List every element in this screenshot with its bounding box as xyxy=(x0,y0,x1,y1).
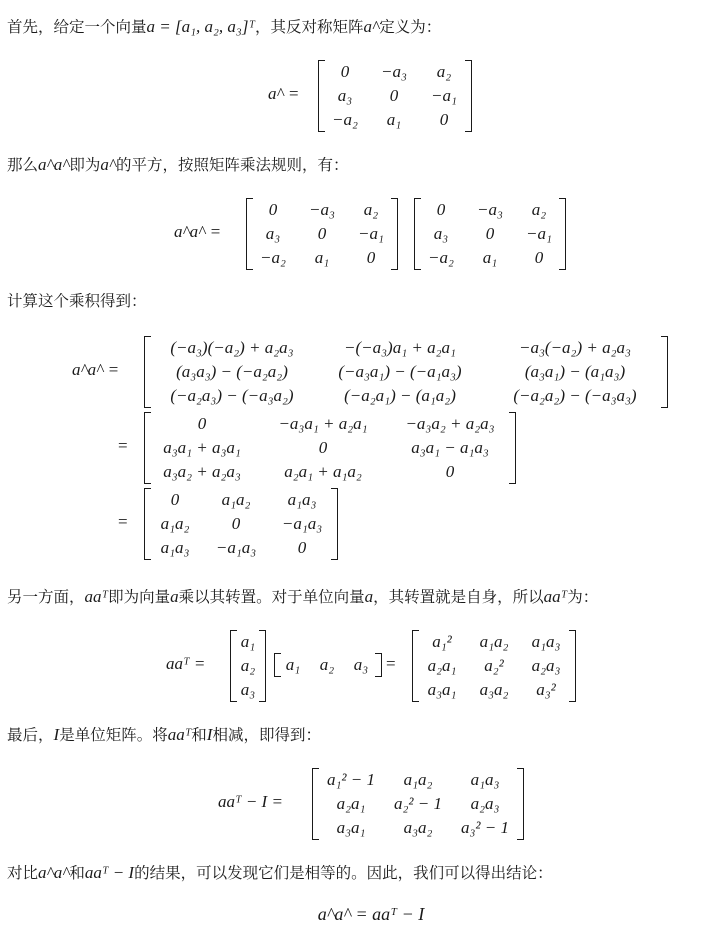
matrix-cell: a₁a₂ xyxy=(221,490,251,509)
hat-product-symbol: a^a^ xyxy=(38,863,70,882)
matrix-cell: a₁a₃ xyxy=(470,770,500,789)
matrix-cell: a₂² xyxy=(484,656,504,675)
square-text: 那么 xyxy=(7,156,39,174)
hat-matrix-right xyxy=(414,198,566,270)
matrix-cell: 0 xyxy=(340,62,350,81)
identity-text-2: 是单位矩阵。将 xyxy=(59,726,168,744)
matrix-cell: a₂a₃ xyxy=(531,656,561,675)
hat-symbol: a^ xyxy=(100,155,117,174)
hat-matrix xyxy=(318,60,472,132)
matrix-cell: 0 xyxy=(297,538,307,557)
matrix-cell: −a₃ xyxy=(381,62,407,81)
row-vector xyxy=(274,653,382,677)
matrix-cell: a₁a₃ xyxy=(531,632,561,651)
matrix-cell: −a₁ xyxy=(526,224,552,243)
equation-difference xyxy=(0,766,712,842)
equals-sign: = xyxy=(118,512,128,531)
matrix-cell: 0 xyxy=(170,490,180,509)
equation-final xyxy=(0,904,712,934)
vector-cell: a₂ xyxy=(240,656,256,675)
hat-symbol: a^ xyxy=(363,17,380,36)
expanded-matrix xyxy=(144,336,668,408)
equation-lhs: a^a^ = xyxy=(72,360,120,379)
outer-text-4: ，其转置就是自身，所以 xyxy=(373,588,544,606)
equation-hat-matrix xyxy=(0,58,712,134)
vector-cell: a₁ xyxy=(285,655,301,674)
square-text-3: 的平方，按照矩阵乘法规则，有： xyxy=(116,156,349,174)
hat-matrix-left xyxy=(246,198,398,270)
matrix-cell: (−a₃)(−a₂) + a₂a₃ xyxy=(170,338,294,357)
equation-product xyxy=(0,196,712,272)
matrix-cell: −a₃a₂ + a₂a₃ xyxy=(405,414,495,433)
identity-symbol: I xyxy=(53,725,60,744)
matrix-cell: a₁a₂ xyxy=(160,514,190,533)
matrix-cell: a₂ xyxy=(363,200,379,219)
vector-cell: a₃ xyxy=(353,655,369,674)
vector-cell: a₃ xyxy=(240,680,256,699)
matrix-cell: a₁a₂ xyxy=(403,770,433,789)
vector-symbol: a xyxy=(170,587,179,606)
identity-text: 最后， xyxy=(7,726,54,744)
matrix-cell: 0 xyxy=(268,200,278,219)
matrix-cell: a₁² xyxy=(432,632,452,651)
matrix-cell: (−a₂a₂) − (−a₃a₃) xyxy=(513,386,637,405)
conclusion-text-3: 的结果，可以发现它们是相等的。因此，我们可以得出结论： xyxy=(134,864,553,882)
matrix-cell: a₁ xyxy=(314,248,330,267)
matrix-cell: a₂² − 1 xyxy=(394,794,442,813)
matrix-cell: a₃² − 1 xyxy=(461,818,509,837)
matrix-cell: (a₃a₃) − (−a₂a₂) xyxy=(176,362,288,381)
matrix-cell: a₁² − 1 xyxy=(327,770,375,789)
matrix-cell: a₁a₃ xyxy=(160,538,190,557)
outer-text-2: 即为向量 xyxy=(108,588,171,606)
matrix-cell: 0 xyxy=(534,248,544,267)
matrix-cell: 0 xyxy=(366,248,376,267)
matrix-cell: (−a₂a₃) − (−a₃a₂) xyxy=(170,386,294,405)
matrix-cell: a₃a₁ − a₁a₃ xyxy=(411,438,489,457)
matrix-cell: a₂a₁ + a₁a₂ xyxy=(284,462,362,481)
matrix-cell: a₁ xyxy=(482,248,498,267)
matrix-cell: 0 xyxy=(436,200,446,219)
matrix-cell: a₃a₂ xyxy=(403,818,433,837)
matrix-cell: a₁a₂ xyxy=(479,632,509,651)
intro-text: 首先，给定一个向量 xyxy=(7,18,147,36)
matrix-cell: 0 xyxy=(231,514,241,533)
matrix-cell: −a₃ xyxy=(309,200,335,219)
equation-lhs: a^ = xyxy=(268,84,300,103)
matrix-cell: a₃a₂ + a₂a₃ xyxy=(163,462,241,481)
matrix-cell: a₂a₁ xyxy=(427,656,457,675)
outer-product-symbol: aaᵀ xyxy=(543,587,568,606)
vector-definition: a = [a₁, a₂, a₃]ᵀ xyxy=(146,17,256,36)
matrix-cell: a₂a₃ xyxy=(470,794,500,813)
conclusion-text: 对比 xyxy=(7,864,39,882)
intro-text-2: ，其反对称矩阵 xyxy=(255,18,364,36)
paragraph-outer-product xyxy=(7,586,598,608)
hat-product-symbol: a^a^ xyxy=(38,155,70,174)
outer-product-matrix xyxy=(412,630,576,702)
outer-product-symbol: aaᵀ xyxy=(167,725,192,744)
paragraph-square xyxy=(7,154,349,176)
paragraph-identity xyxy=(7,724,321,746)
matrix-cell: (−a₃a₁) − (−a₁a₃) xyxy=(338,362,462,381)
matrix-cell: a₃ xyxy=(337,86,353,105)
matrix-cell: −a₃ xyxy=(477,200,503,219)
equation-lhs: a^a^ = xyxy=(174,222,222,241)
outer-product-symbol: aaᵀ xyxy=(84,587,109,606)
outer-text: 另一方面， xyxy=(7,588,85,606)
matrix-cell: a₃ xyxy=(265,224,281,243)
matrix-cell: 0 xyxy=(197,414,207,433)
matrix-cell: 0 xyxy=(485,224,495,243)
matrix-cell: −a₁ xyxy=(431,86,457,105)
vector-symbol: a xyxy=(364,587,374,606)
matrix-cell: a₂ xyxy=(531,200,547,219)
matrix-cell: a₁a₃ xyxy=(287,490,317,509)
conclusion-text-2: 和 xyxy=(69,864,85,882)
paragraph-compute xyxy=(7,290,147,312)
matrix-cell: −a₂ xyxy=(332,110,358,129)
matrix-cell: a₂a₁ xyxy=(336,794,366,813)
matrix-cell: a₃ xyxy=(433,224,449,243)
matrix-cell: a₁ xyxy=(386,110,402,129)
matrix-cell: a₃a₁ + a₃a₁ xyxy=(163,438,241,457)
equation-expansion xyxy=(0,334,712,560)
outer-text-3: 乘以其转置。对于单位向量 xyxy=(178,588,365,606)
matrix-cell: −a₃(−a₂) + a₂a₃ xyxy=(519,338,631,357)
matrix-cell: a₃a₁ xyxy=(336,818,366,837)
final-identity: a^a^ = aaᵀ − I xyxy=(317,904,425,924)
matrix-cell: −a₂ xyxy=(260,248,286,267)
compute-text: 计算这个乘积得到： xyxy=(7,292,147,310)
simplified-matrix xyxy=(144,412,516,484)
vector-cell: a₂ xyxy=(319,655,335,674)
matrix-cell: −a₁a₃ xyxy=(281,514,323,533)
outer-text-5: 为： xyxy=(567,588,599,606)
matrix-cell: 0 xyxy=(445,462,455,481)
matrix-cell: −a₃a₁ + a₂a₁ xyxy=(278,414,368,433)
matrix-cell: −(−a₃)a₁ + a₂a₁ xyxy=(344,338,456,357)
column-vector xyxy=(230,630,266,702)
equals-sign: = xyxy=(386,654,396,673)
matrix-cell: −a₁ xyxy=(358,224,384,243)
matrix-cell: a₃a₂ xyxy=(479,680,509,699)
identity-text-4: 相减，即得到： xyxy=(212,726,321,744)
matrix-cell: 0 xyxy=(389,86,399,105)
equals-sign: = xyxy=(118,436,128,455)
square-text-2: 即为 xyxy=(69,156,101,174)
difference-matrix xyxy=(312,768,524,840)
matrix-cell: −a₂ xyxy=(428,248,454,267)
equation-lhs: aaᵀ = xyxy=(166,654,206,673)
matrix-cell: a₃a₁ xyxy=(427,680,457,699)
equation-lhs: aaᵀ − I = xyxy=(218,792,283,811)
difference-symbol: aaᵀ − I xyxy=(84,863,135,882)
matrix-cell: −a₁a₃ xyxy=(215,538,257,557)
matrix-cell: a₂ xyxy=(436,62,452,81)
intro-text-3: 定义为： xyxy=(379,18,442,36)
matrix-cell: 0 xyxy=(318,438,328,457)
matrix-cell: (a₃a₁) − (a₁a₃) xyxy=(524,362,626,381)
paragraph-intro xyxy=(7,16,441,38)
matrix-cell: (−a₂a₁) − (a₁a₂) xyxy=(344,386,456,405)
identity-symbol: I xyxy=(206,725,213,744)
result-matrix xyxy=(144,488,338,560)
matrix-cell: 0 xyxy=(439,110,449,129)
vector-cell: a₁ xyxy=(240,632,256,651)
paragraph-conclusion xyxy=(7,862,553,884)
equation-outer-product xyxy=(0,628,712,704)
matrix-cell: 0 xyxy=(317,224,327,243)
matrix-cell: a₃² xyxy=(536,680,556,699)
identity-text-3: 和 xyxy=(191,726,207,744)
